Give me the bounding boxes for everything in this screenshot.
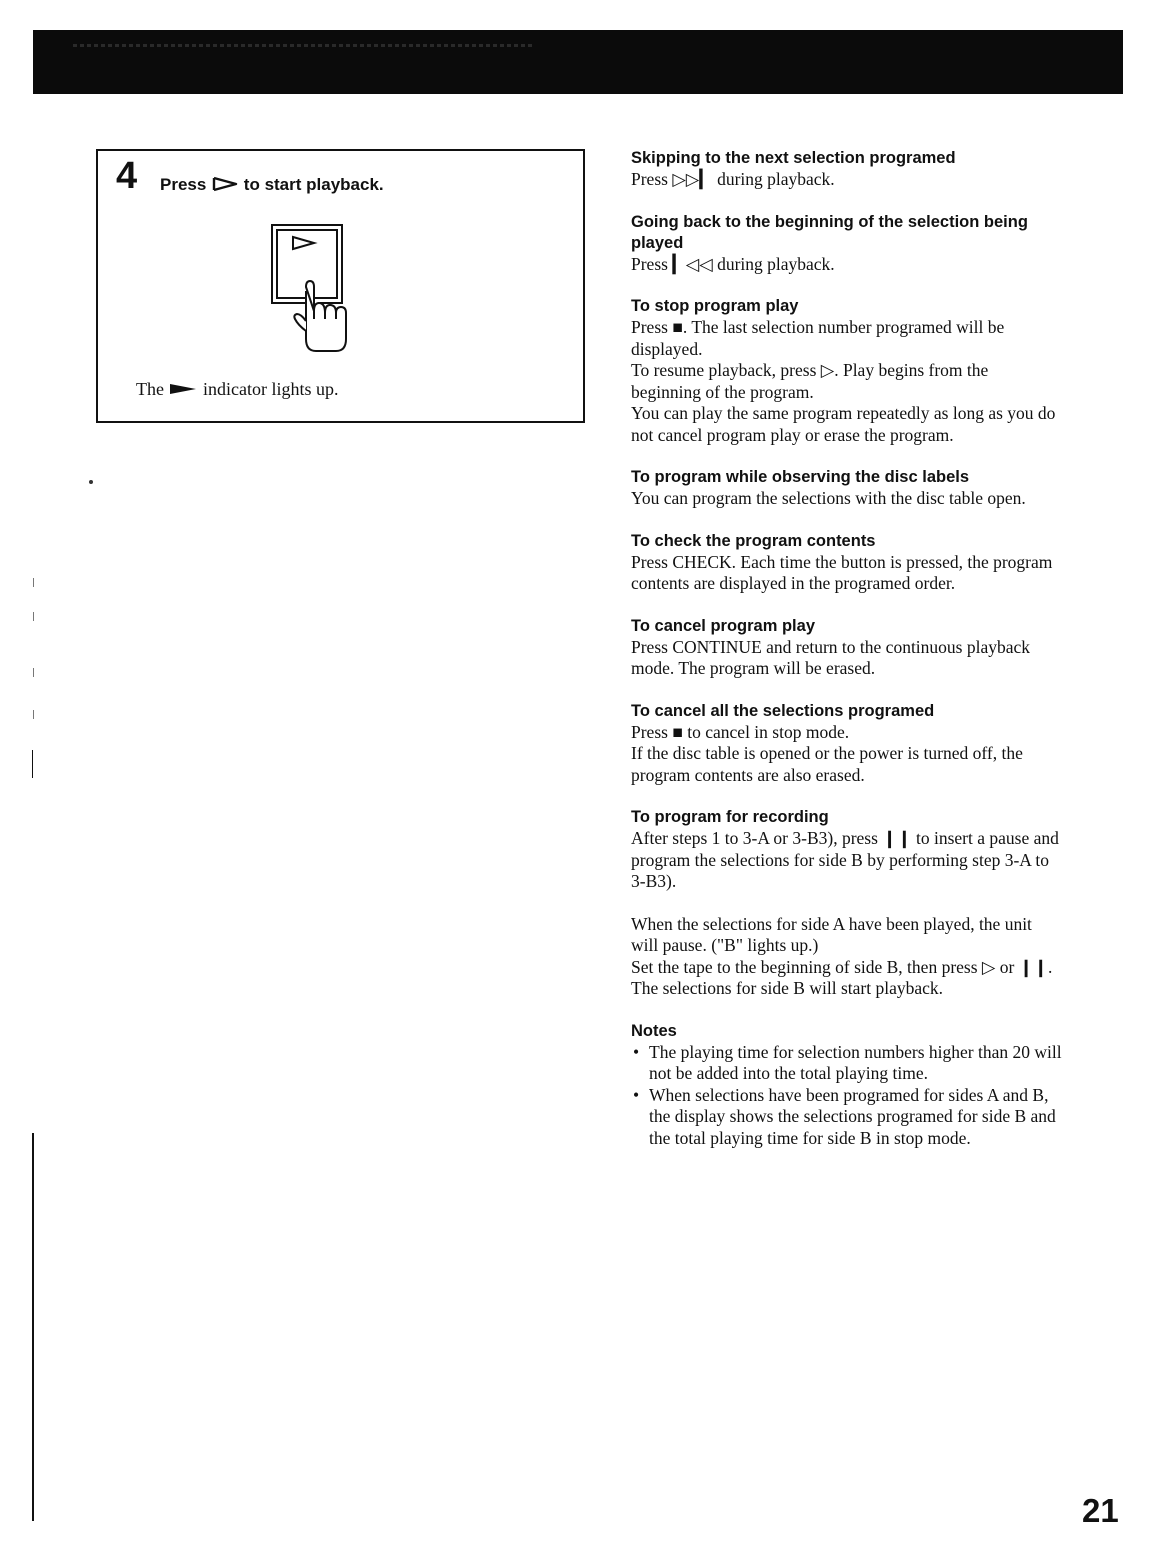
header-texture (73, 44, 533, 47)
note-line: the display shows the selections programed for side B and (649, 1106, 1056, 1126)
section-text-line: You can play the same program repeatedly as long as you do (631, 403, 1056, 423)
section (631, 212, 1125, 276)
section-text-line: Press ■. The last selection number programed will be (631, 317, 1005, 337)
section-text-line: program contents are also erased. (631, 764, 865, 785)
indicator-caption (136, 379, 338, 400)
step-number: 4 (116, 155, 138, 197)
section-title: Going back to the beginning of the selection being (631, 212, 1028, 231)
step-text-before: Press (160, 175, 207, 194)
section-text-line: When the selections for side A have been played, the unit (631, 913, 1032, 934)
play-indicator-icon (168, 382, 198, 396)
margin-rule-bottom (32, 1133, 34, 1521)
section-text-line: Press CONTINUE and return to the continuous playback (631, 636, 1031, 657)
margin-rule-mid (32, 750, 33, 778)
notes-list (631, 1042, 1125, 1150)
sections-list (631, 148, 1125, 1000)
step-4-box (96, 149, 585, 423)
section-text-line: 3-B3). (631, 871, 677, 891)
section (631, 914, 1125, 1000)
header-band (33, 30, 1123, 94)
caption-before: The (136, 379, 164, 399)
section (631, 701, 1125, 787)
section (631, 531, 1125, 595)
section-text-line: Press ▎◁◁ during playback. (631, 253, 835, 274)
section-text-line: mode. The program will be erased. (631, 658, 876, 678)
section-text-line: The selections for side B will start playback. (631, 978, 944, 998)
section-text-line: If the disc table is opened or the power is turned off, the (631, 743, 1023, 763)
step-instruction (160, 175, 384, 195)
section-text-line: displayed. (631, 338, 703, 359)
note-line: • The playing time for selection numbers higher than 20 will (649, 1041, 1062, 1062)
margin-tick (33, 668, 34, 677)
section-title: Skipping to the next selection programed (631, 149, 956, 167)
section-text-line: beginning of the program. (631, 381, 814, 402)
note-line: not be added into the total playing time. (649, 1063, 928, 1083)
section (631, 296, 1125, 446)
section (631, 148, 1125, 191)
section-text-line: Press ■ to cancel in stop mode. (631, 721, 850, 742)
caption-after: indicator lights up. (202, 379, 339, 399)
margin-dot (89, 480, 93, 484)
note-line: the total playing time for side B in stop mode. (649, 1127, 971, 1148)
notes-title: Notes (631, 1021, 677, 1040)
instructions-column (631, 148, 1125, 1170)
section (631, 467, 1125, 510)
section-title: To program while observing the disc labels (631, 468, 970, 486)
section-title: To cancel all the selections programed (631, 701, 935, 720)
section-title: To program for recording (631, 808, 829, 826)
margin-tick (33, 710, 34, 719)
section-text-line: program the selections for side B by performing step 3-A to (631, 849, 1049, 870)
note-line: • When selections have been programed for sides A and B, (649, 1084, 1049, 1105)
section-text-line: To resume playback, press ▷. Play begins from the (631, 360, 989, 380)
section-text-line: Press CHECK. Each time the button is pressed, the program (631, 551, 1053, 572)
section-text-line: After steps 1 to 3-A or 3-B3), press ❙❙ to insert a pause and (631, 828, 1059, 848)
margin-tick (33, 578, 34, 587)
section-text-line: You can program the selections with the disc table open. (631, 488, 1026, 508)
section-text-line: will pause. ("B" lights up.) (631, 935, 819, 955)
note-item (631, 1042, 1125, 1085)
step-text-after: to start playback. (243, 175, 384, 194)
play-button-press-illustration (268, 221, 378, 361)
section-title: To cancel program play (631, 616, 815, 635)
play-hollow-icon (211, 176, 239, 192)
section-text-line: not cancel program play or erase the program. (631, 424, 954, 445)
section (631, 616, 1125, 680)
section (631, 807, 1125, 893)
section-text-line: Set the tape to the beginning of side B, then press ▷ or ❙❙. (631, 956, 1053, 977)
section-title: To stop program play (631, 297, 799, 315)
section-text-line: contents are displayed in the programed order. (631, 573, 956, 593)
margin-tick (33, 612, 34, 621)
page-number: 21 (1082, 1492, 1119, 1529)
section-title: played (631, 233, 684, 252)
section-title: To check the program contents (631, 531, 876, 550)
section-text-line: Press ▷▷▎ during playback. (631, 169, 835, 189)
note-item (631, 1085, 1125, 1150)
notes-section (631, 1021, 1125, 1150)
